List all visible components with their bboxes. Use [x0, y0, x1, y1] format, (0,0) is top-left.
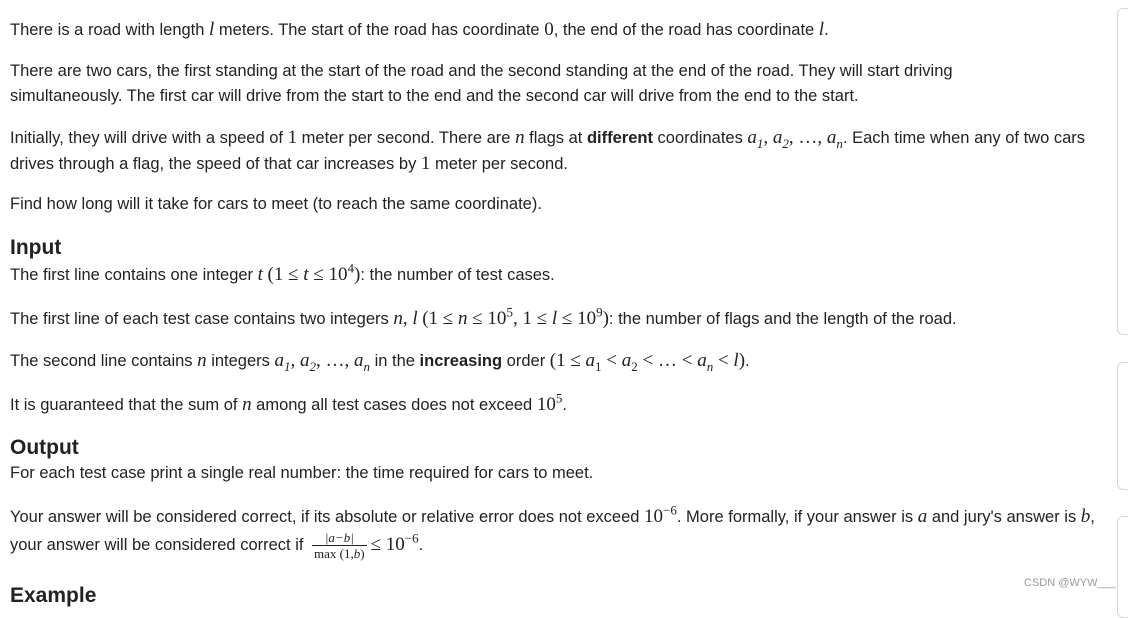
example-section-title: Example [10, 584, 97, 607]
statement-paragraph-4: Find how long will it take for cars to meet (to reach the same coordinate). [10, 195, 542, 213]
input-line-4: It is guaranteed that the sum of n among all test cases does not exceed $10^5$. [10, 390, 567, 415]
flag-sequence: $a_1$, $a_2$, …, $a_n$ [747, 127, 843, 151]
input-line-2: The first line of each test case contains two integers n, l ($1 \le n \le 10^5$, $1 \le l \le 10^9$): the number of flags and the length of the road. [10, 304, 957, 329]
input-line-3-sequence: $a_1$, $a_2$, …, $a_n$ [274, 350, 370, 374]
output-section-title: Output [10, 436, 79, 459]
statement-paragraph-2: There are two cars, the first standing at the start of the road and the second standing at the end of the road. They will start driving simultaneously. The first car will drive from the start to the end and the second car will drive from the end to the start. [10, 62, 953, 105]
input-line-3-constraint: ($1 \le a_1 < a_2$ < … < $a_n < l$) [549, 350, 746, 374]
input-line-1: The first line contains one integer t $(1 \le t \le 10^4)$: the number of test cases. [10, 260, 555, 285]
output-line-2: Your answer will be considered correct, if its absolute or relative error does not exceed $10^{-6}$. More formally, if your answer is a and jury's answer is b, your answer will be considered correct if $\frac{|a-b|}{\max (1,b)}$ ≤ $10^{-6}$. [10, 502, 1095, 561]
output-rhs: ≤ $10^{-6}$ [370, 530, 419, 555]
input-line-2-vars: n, l [393, 308, 418, 329]
input-section-title: Input [10, 236, 62, 259]
input-line-3: The second line contains n integers $a_1$, $a_2$, …, $a_n$ in the increasing order ($1 \le a_1 < a_2$ < … < $a_n < l$). [10, 350, 750, 374]
output-line-1: For each test case print a single real number: the time required for cars to meet. [10, 464, 594, 482]
watermark: CSDN @WYW___ [1024, 577, 1116, 589]
statement-paragraph-3: Initially, they will drive with a speed of 1 meter per second. There are n flags at different coordinates $a_1$, $a_2$, …, $a_n$. Each time when any of two cars drives through a flag, the speed of that car increases by 1 meter per second. [10, 127, 1086, 174]
sidebar-panel-middle [1117, 362, 1128, 490]
input-line-1-constraint: $(1 \le t \le 10^4)$ [267, 260, 361, 285]
sidebar-panel-top [1117, 8, 1128, 335]
input-line-4-limit: $10^5$ [536, 390, 563, 415]
error-fraction: $\frac{|a-b|}{\max (1,b)}$ [314, 530, 365, 561]
output-eps: $10^{-6}$ [644, 502, 677, 527]
statement-paragraph-1: There is a road with length l meters. The start of the road has coordinate 0, the end of the road has coordinate l. [10, 19, 829, 40]
input-line-2-constraint: ($1 \le n \le 10^5$, $1 \le l \le 10^9$) [422, 304, 609, 329]
sidebar-panel-bottom [1117, 516, 1128, 618]
